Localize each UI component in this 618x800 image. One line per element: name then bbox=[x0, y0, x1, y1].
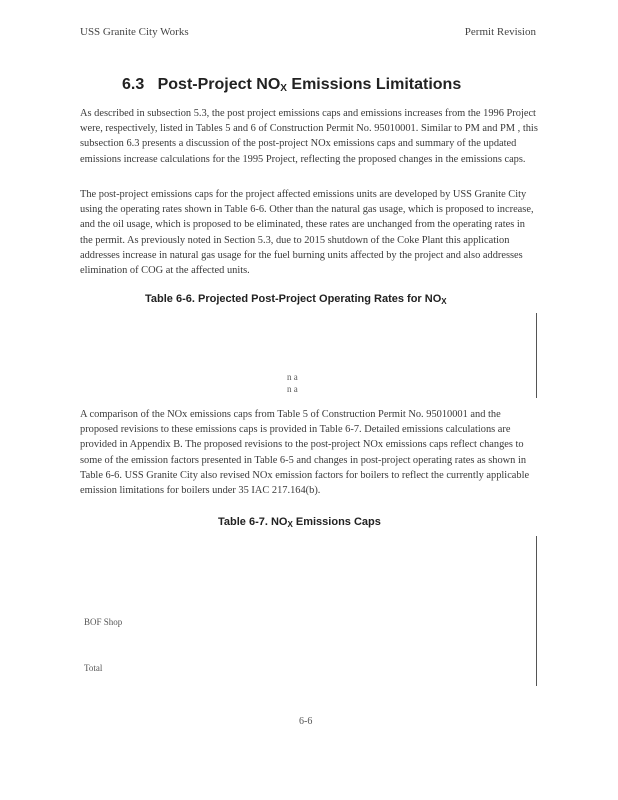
section-title bbox=[122, 76, 461, 94]
section-title-text: Post-Project NO bbox=[157, 76, 281, 93]
table-6-7-row-bof-shop: BOF Shop bbox=[84, 617, 123, 627]
page-number: 6-6 bbox=[299, 716, 313, 727]
header-left: USS Granite City Works bbox=[80, 26, 189, 38]
section-title-suffix: Emissions Limitations bbox=[286, 76, 462, 93]
table-6-7-border bbox=[536, 536, 537, 686]
table-6-7-caption bbox=[218, 516, 381, 528]
table-6-6-cell-1: n a bbox=[287, 372, 298, 382]
table-6-6-caption-subscript: X bbox=[441, 297, 447, 306]
table-6-7-row-total: Total bbox=[84, 663, 103, 673]
table-6-6-cell-2: n a bbox=[287, 384, 298, 394]
table-6-6-border bbox=[536, 313, 537, 398]
table-6-7-caption-text: Table 6-7. NO bbox=[218, 516, 288, 528]
paragraph-3: A comparison of the NOx emissions caps from Table 5 of Construction Permit No. 95010001 and the proposed revisions to these emissions caps is provided in Table 6-7. Detailed emissions calculations are provided in Appendix B. The proposed revisions to the post-project NOx emissions caps reflect changes to some of the emission factors presented in Table 6-5 and changes in post-project operating rates as shown in Table 6-6. USS Granite City also revised NOx emission factors for boilers to reflect the currently applicable emission limitations for boilers under 35 IAC 217.164(b). bbox=[80, 409, 530, 497]
table-6-7-caption-suffix: Emissions Caps bbox=[292, 516, 381, 528]
section-number: 6.3 bbox=[122, 76, 145, 93]
paragraph-2: The post-project emissions caps for the project affected emissions units are developed by USS Granite City using the operating rates shown in Table 6-6. Other than the natural gas usage, which is proposed to increase, and the oil usage, which is proposed to be eliminated, these rates are unchanged from the operating rates in the permit. As previously noted in Section 5.3, due to 2015 shutdown of the Coke Plant this application addresses increase in natural gas usage for the fuel burning units affected by the project and also addresses elimination of COG at the affected units. bbox=[80, 189, 534, 277]
section-title-subscript: X bbox=[280, 83, 287, 94]
table-6-7-caption-subscript: X bbox=[287, 520, 293, 529]
paragraph-1: As described in subsection 5.3, the post project emissions caps and emissions increases from the 1996 Project were, respectively, listed in Tables 5 and 6 of Construction Permit No. 95010001. Similar to PM and PM , this subsection 6.3 presents a discussion of the post-project NOx emissions caps and summary of the updated emissions increase calculations for the 1995 Project, reflecting the proposed changes in the emissions caps. bbox=[80, 108, 538, 165]
table-6-6-caption bbox=[145, 293, 447, 305]
table-6-6-caption-text: Table 6-6. Projected Post-Project Operating Rates for NO bbox=[145, 293, 442, 305]
header-right: Permit Revision bbox=[464, 26, 536, 38]
